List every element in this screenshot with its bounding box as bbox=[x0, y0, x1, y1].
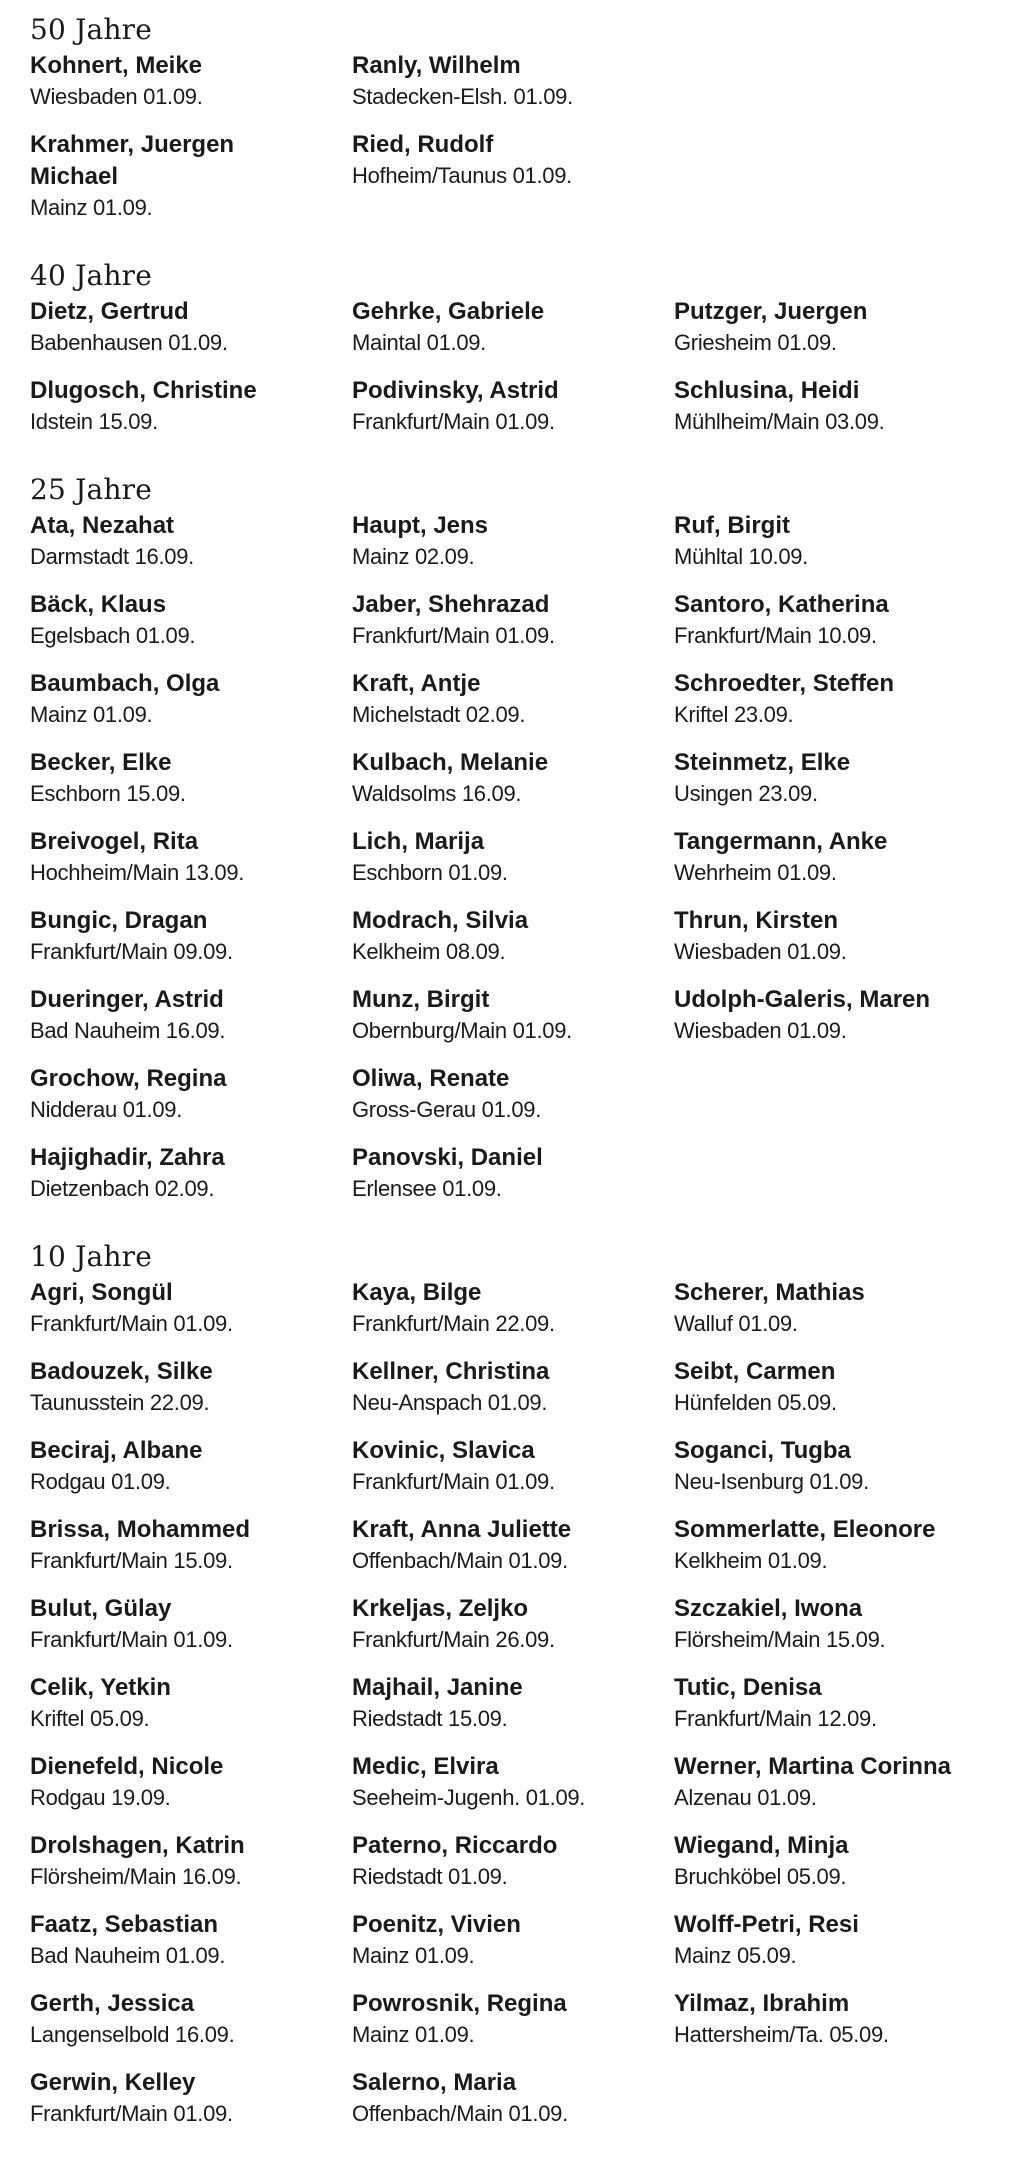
list-item bbox=[30, 129, 352, 240]
person-name: Dietz, Gertrud bbox=[30, 298, 189, 325]
list-item bbox=[352, 984, 674, 1063]
person-name: Drolshagen, Katrin bbox=[30, 1832, 245, 1859]
location-date: Dietzenbach 02.09. bbox=[30, 1176, 215, 1201]
list-item bbox=[352, 589, 674, 668]
location-date: Darmstadt 16.09. bbox=[30, 544, 194, 569]
list-item bbox=[674, 1514, 990, 1593]
location-date: Flörsheim/Main 15.09. bbox=[674, 1627, 886, 1652]
person-name: Badouzek, Silke bbox=[30, 1358, 213, 1385]
person-name: Kraft, Anna Juliette bbox=[352, 1516, 572, 1543]
list-item bbox=[30, 826, 352, 905]
location-date: Riedstadt 01.09. bbox=[352, 1864, 508, 1889]
list-item bbox=[352, 905, 674, 984]
list-item bbox=[674, 826, 990, 905]
list-item bbox=[30, 1909, 352, 1988]
person-name: Kovinic, Slavica bbox=[352, 1437, 535, 1464]
location-date: Wiesbaden 01.09. bbox=[674, 939, 847, 964]
location-date: Waldsolms 16.09. bbox=[352, 781, 522, 806]
person-name: Schlusina, Heidi bbox=[674, 377, 860, 404]
person-name: Udolph-Galeris, Maren bbox=[674, 986, 931, 1013]
location-date: Frankfurt/Main 01.09. bbox=[352, 1469, 555, 1494]
list-item bbox=[30, 1672, 352, 1751]
list-item bbox=[674, 1435, 990, 1514]
location-date: Bad Nauheim 01.09. bbox=[30, 1943, 226, 1968]
person-name: Wolff-Petri, Resi bbox=[674, 1911, 859, 1938]
location-date: Neu-Isenburg 01.09. bbox=[674, 1469, 869, 1494]
person-name: Ranly, Wilhelm bbox=[352, 52, 521, 79]
list-item bbox=[352, 1142, 674, 1221]
person-name: Majhail, Janine bbox=[352, 1674, 523, 1701]
list-item bbox=[674, 1909, 990, 1988]
section-50-jahre bbox=[30, 10, 990, 240]
list-item bbox=[30, 1751, 352, 1830]
section-heading: 25 Jahre bbox=[30, 473, 153, 506]
location-date: Mühlheim/Main 03.09. bbox=[674, 409, 885, 434]
person-name: Dienefeld, Nicole bbox=[30, 1753, 224, 1780]
location-date: Nidderau 01.09. bbox=[30, 1097, 183, 1122]
list-item bbox=[352, 1514, 674, 1593]
list-item bbox=[674, 1593, 990, 1672]
person-name: Krahmer, Juergen Michael bbox=[30, 131, 235, 190]
list-item bbox=[352, 1435, 674, 1514]
list-item bbox=[674, 1830, 990, 1909]
location-date: Frankfurt/Main 15.09. bbox=[30, 1548, 233, 1573]
section-gap bbox=[30, 240, 990, 256]
location-date: Alzenau 01.09. bbox=[674, 1785, 817, 1810]
person-name: Santoro, Katherina bbox=[674, 591, 889, 618]
person-name: Jaber, Shehrazad bbox=[352, 591, 550, 618]
list-item bbox=[30, 510, 352, 589]
location-date: Griesheim 01.09. bbox=[674, 330, 837, 355]
list-item bbox=[352, 129, 674, 208]
location-date: Mainz 01.09. bbox=[352, 1943, 475, 1968]
list-item bbox=[674, 984, 990, 1063]
person-name: Medic, Elvira bbox=[352, 1753, 499, 1780]
list-item bbox=[30, 589, 352, 668]
person-name: Baumbach, Olga bbox=[30, 670, 220, 697]
list-item bbox=[674, 1988, 990, 2067]
location-date: Rodgau 01.09. bbox=[30, 1469, 171, 1494]
location-date: Wiesbaden 01.09. bbox=[30, 84, 203, 109]
person-name: Kohnert, Meike bbox=[30, 52, 203, 79]
person-name: Faatz, Sebastian bbox=[30, 1911, 219, 1938]
location-date: Obernburg/Main 01.09. bbox=[352, 1018, 572, 1043]
location-date: Frankfurt/Main 26.09. bbox=[352, 1627, 555, 1652]
list-item bbox=[30, 1830, 352, 1909]
list-item bbox=[352, 1988, 674, 2067]
location-date: Mainz 02.09. bbox=[352, 544, 475, 569]
location-date: Frankfurt/Main 10.09. bbox=[674, 623, 877, 648]
person-name: Thrun, Kirsten bbox=[674, 907, 839, 934]
list-item bbox=[352, 510, 674, 589]
location-date: Mainz 01.09. bbox=[30, 702, 153, 727]
list-item bbox=[352, 2067, 674, 2146]
list-item bbox=[352, 1277, 674, 1356]
person-name: Modrach, Silvia bbox=[352, 907, 529, 934]
list-item bbox=[30, 2067, 352, 2146]
location-date: Frankfurt/Main 09.09. bbox=[30, 939, 233, 964]
person-name: Ruf, Birgit bbox=[674, 512, 790, 539]
list-item bbox=[30, 1142, 352, 1221]
location-date: Frankfurt/Main 12.09. bbox=[674, 1706, 877, 1731]
location-date: Hochheim/Main 13.09. bbox=[30, 860, 245, 885]
person-name: Agri, Songül bbox=[30, 1279, 173, 1306]
person-name: Brissa, Mohammed bbox=[30, 1516, 251, 1543]
person-name: Kulbach, Melanie bbox=[352, 749, 549, 776]
person-name: Celik, Yetkin bbox=[30, 1674, 171, 1701]
location-date: Frankfurt/Main 01.09. bbox=[30, 2101, 233, 2126]
list-item bbox=[30, 1435, 352, 1514]
list-item bbox=[352, 826, 674, 905]
location-date: Kriftel 23.09. bbox=[674, 702, 794, 727]
location-date: Mainz 01.09. bbox=[30, 195, 153, 220]
location-date: Frankfurt/Main 01.09. bbox=[352, 623, 555, 648]
location-date: Rodgau 19.09. bbox=[30, 1785, 171, 1810]
list-item bbox=[352, 1063, 674, 1142]
list-item bbox=[352, 747, 674, 826]
list-item bbox=[30, 50, 352, 129]
person-name: Schroedter, Steffen bbox=[674, 670, 895, 697]
person-name: Yilmaz, Ibrahim bbox=[674, 1990, 850, 2017]
person-name: Bulut, Gülay bbox=[30, 1595, 172, 1622]
location-date: Bad Nauheim 16.09. bbox=[30, 1018, 226, 1043]
person-name: Bäck, Klaus bbox=[30, 591, 167, 618]
section-10-jahre bbox=[30, 1237, 990, 2146]
person-name: Gerth, Jessica bbox=[30, 1990, 195, 2017]
person-name: Ried, Rudolf bbox=[352, 131, 494, 158]
list-item bbox=[30, 747, 352, 826]
list-item bbox=[352, 1356, 674, 1435]
location-date: Taunusstein 22.09. bbox=[30, 1390, 210, 1415]
list-item bbox=[30, 1356, 352, 1435]
location-date: Idstein 15.09. bbox=[30, 409, 158, 434]
list-item bbox=[674, 510, 990, 589]
location-date: Erlensee 01.09. bbox=[352, 1176, 502, 1201]
location-date: Flörsheim/Main 16.09. bbox=[30, 1864, 242, 1889]
list-item bbox=[30, 1063, 352, 1142]
location-date: Offenbach/Main 01.09. bbox=[352, 2101, 568, 2126]
location-date: Wiesbaden 01.09. bbox=[674, 1018, 847, 1043]
person-name: Munz, Birgit bbox=[352, 986, 490, 1013]
location-date: Offenbach/Main 01.09. bbox=[352, 1548, 568, 1573]
location-date: Hünfelden 05.09. bbox=[674, 1390, 837, 1415]
location-date: Babenhausen 01.09. bbox=[30, 330, 228, 355]
person-name: Breivogel, Rita bbox=[30, 828, 199, 855]
person-name: Putzger, Juergen bbox=[674, 298, 868, 325]
entry-grid bbox=[30, 1277, 990, 2146]
person-name: Werner, Martina Corinna bbox=[674, 1753, 951, 1780]
location-date: Walluf 01.09. bbox=[674, 1311, 798, 1336]
person-name: Tangermann, Anke bbox=[674, 828, 888, 855]
person-name: Gerwin, Kelley bbox=[30, 2069, 196, 2096]
person-name: Poenitz, Vivien bbox=[352, 1911, 521, 1938]
location-date: Egelsbach 01.09. bbox=[30, 623, 196, 648]
location-date: Hofheim/Taunus 01.09. bbox=[352, 163, 572, 188]
location-date: Stadecken-Elsh. 01.09. bbox=[352, 84, 573, 109]
list-item bbox=[674, 1277, 990, 1356]
person-name: Bungic, Dragan bbox=[30, 907, 208, 934]
person-name: Kellner, Christina bbox=[352, 1358, 550, 1385]
list-item bbox=[30, 905, 352, 984]
section-25-jahre bbox=[30, 470, 990, 1221]
list-item bbox=[352, 1909, 674, 1988]
list-item bbox=[352, 296, 674, 375]
list-item bbox=[30, 1988, 352, 2067]
list-item bbox=[674, 1672, 990, 1751]
person-name: Tutic, Denisa bbox=[674, 1674, 822, 1701]
location-date: Kriftel 05.09. bbox=[30, 1706, 150, 1731]
person-name: Dueringer, Astrid bbox=[30, 986, 224, 1013]
section-heading: 50 Jahre bbox=[30, 13, 153, 46]
list-item bbox=[674, 668, 990, 747]
section-40-jahre bbox=[30, 256, 990, 454]
person-name: Panovski, Daniel bbox=[352, 1144, 543, 1171]
location-date: Frankfurt/Main 01.09. bbox=[352, 409, 555, 434]
location-date: Eschborn 01.09. bbox=[352, 860, 508, 885]
person-name: Paterno, Riccardo bbox=[352, 1832, 558, 1859]
section-heading: 40 Jahre bbox=[30, 259, 153, 292]
person-name: Grochow, Regina bbox=[30, 1065, 227, 1092]
person-name: Dlugosch, Christine bbox=[30, 377, 257, 404]
list-item bbox=[352, 1593, 674, 1672]
person-name: Wiegand, Minja bbox=[674, 1832, 849, 1859]
list-item bbox=[30, 1514, 352, 1593]
list-item bbox=[30, 1593, 352, 1672]
location-date: Michelstadt 02.09. bbox=[352, 702, 526, 727]
person-name: Becker, Elke bbox=[30, 749, 172, 776]
list-item bbox=[352, 50, 674, 129]
location-date: Mühltal 10.09. bbox=[674, 544, 808, 569]
person-name: Scherer, Mathias bbox=[674, 1279, 865, 1306]
location-date: Usingen 23.09. bbox=[674, 781, 818, 806]
person-name: Powrosnik, Regina bbox=[352, 1990, 567, 2017]
list-item bbox=[674, 589, 990, 668]
list-item bbox=[674, 1356, 990, 1435]
list-item bbox=[674, 747, 990, 826]
location-date: Langenselbold 16.09. bbox=[30, 2022, 235, 2047]
person-name: Szczakiel, Iwona bbox=[674, 1595, 863, 1622]
person-name: Kaya, Bilge bbox=[352, 1279, 482, 1306]
location-date: Gross-Gerau 01.09. bbox=[352, 1097, 542, 1122]
location-date: Eschborn 15.09. bbox=[30, 781, 186, 806]
person-name: Hajighadir, Zahra bbox=[30, 1144, 225, 1171]
list-item bbox=[352, 1672, 674, 1751]
list-item bbox=[352, 375, 674, 454]
list-item bbox=[30, 1277, 352, 1356]
person-name: Kraft, Antje bbox=[352, 670, 481, 697]
person-name: Gehrke, Gabriele bbox=[352, 298, 545, 325]
location-date: Kelkheim 01.09. bbox=[674, 1548, 828, 1573]
list-item bbox=[30, 668, 352, 747]
person-name: Ata, Nezahat bbox=[30, 512, 175, 539]
location-date: Frankfurt/Main 22.09. bbox=[352, 1311, 555, 1336]
list-item bbox=[352, 1751, 674, 1830]
person-name: Oliwa, Renate bbox=[352, 1065, 510, 1092]
list-item bbox=[352, 668, 674, 747]
person-name: Krkeljas, Zeljko bbox=[352, 1595, 529, 1622]
person-name: Salerno, Maria bbox=[352, 2069, 517, 2096]
entry-grid bbox=[30, 296, 990, 454]
list-item bbox=[30, 375, 352, 454]
location-date: Frankfurt/Main 01.09. bbox=[30, 1311, 233, 1336]
entry-grid bbox=[30, 50, 990, 240]
section-gap bbox=[30, 1221, 990, 1237]
location-date: Seeheim-Jugenh. 01.09. bbox=[352, 1785, 586, 1810]
location-date: Hattersheim/Ta. 05.09. bbox=[674, 2022, 889, 2047]
person-name: Lich, Marija bbox=[352, 828, 485, 855]
person-name: Beciraj, Albane bbox=[30, 1437, 203, 1464]
anniversary-list bbox=[30, 10, 990, 2146]
location-date: Mainz 05.09. bbox=[674, 1943, 797, 1968]
location-date: Maintal 01.09. bbox=[352, 330, 486, 355]
person-name: Podivinsky, Astrid bbox=[352, 377, 559, 404]
list-item bbox=[674, 1751, 990, 1830]
section-gap bbox=[30, 454, 990, 470]
list-item bbox=[674, 375, 990, 454]
list-item bbox=[352, 1830, 674, 1909]
person-name: Sommerlatte, Eleonore bbox=[674, 1516, 936, 1543]
list-item bbox=[674, 905, 990, 984]
location-date: Neu-Anspach 01.09. bbox=[352, 1390, 548, 1415]
location-date: Wehrheim 01.09. bbox=[674, 860, 837, 885]
person-name: Haupt, Jens bbox=[352, 512, 489, 539]
list-item bbox=[30, 984, 352, 1063]
person-name: Soganci, Tugba bbox=[674, 1437, 851, 1464]
location-date: Mainz 01.09. bbox=[352, 2022, 475, 2047]
person-name: Seibt, Carmen bbox=[674, 1358, 836, 1385]
location-date: Bruchköbel 05.09. bbox=[674, 1864, 847, 1889]
location-date: Frankfurt/Main 01.09. bbox=[30, 1627, 233, 1652]
location-date: Riedstadt 15.09. bbox=[352, 1706, 508, 1731]
entry-grid bbox=[30, 510, 990, 1221]
list-item bbox=[674, 296, 990, 375]
person-name: Steinmetz, Elke bbox=[674, 749, 851, 776]
section-heading: 10 Jahre bbox=[30, 1240, 153, 1273]
list-item bbox=[30, 296, 352, 375]
location-date: Kelkheim 08.09. bbox=[352, 939, 506, 964]
